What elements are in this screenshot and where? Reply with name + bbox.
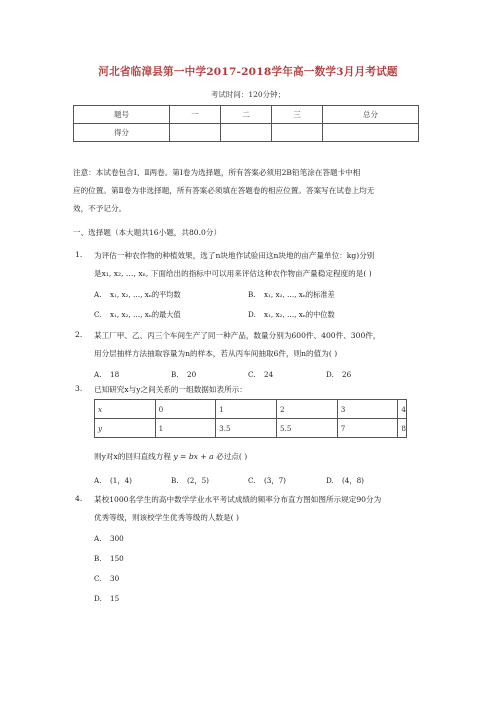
question-text: 某校1000名学生的高中数学学业水平考试成绩的频率分布直方图如图所示规定90分为 (94, 495, 382, 504)
score-table-header-row (74, 106, 419, 124)
question-text: 某工厂甲、乙、丙三个车间生产了同一种产品，数量分别为600件、400件、300件， (94, 331, 381, 340)
question-number: 4. (75, 494, 83, 503)
table-cell: 1 (155, 419, 216, 438)
question-number: 2. (75, 330, 83, 339)
option-c: C. 30 (94, 574, 120, 583)
section-heading: 一、选择题（本大题共16小题，共80.0分） (73, 228, 222, 237)
option-a: A. (1，4) (94, 476, 132, 485)
score-cell (221, 124, 272, 142)
page-title: 河北省临漳县第一中学2017-2018学年高一数学3月月考试题 (98, 66, 398, 78)
score-header-cell: 题号 (74, 106, 170, 124)
data-table (94, 399, 407, 438)
option-b: B. (2，5) (171, 476, 209, 485)
score-label-cell: 得分 (74, 124, 170, 142)
table-row (95, 419, 407, 438)
question-text: 用分层抽样方法抽取容量为n的样本，若从丙车间抽取6件，则n的值为( ) (94, 349, 338, 358)
table-cell: 2 (276, 400, 337, 419)
question-text: 为评估一种农作物的种植效果，选了n块地作试验田这n块地的亩产量单位：kg)分别 (94, 251, 375, 260)
question-number: 3. (75, 384, 83, 393)
option-d: D. x₁, x₂, …, xₙ的中位数 (248, 310, 335, 319)
notice-line: 应的位置。第Ⅱ卷为非选择题，所有答案必须填在答题卷的相应位置。答案写在试卷上均无 (73, 186, 375, 195)
table-cell: 3 (337, 400, 398, 419)
table-cell: 4 (398, 400, 407, 419)
notice-line: 效，不予记分。 (73, 204, 127, 213)
option-d: D. 26 (326, 370, 352, 379)
table-cell: 0 (155, 400, 216, 419)
score-cell (323, 124, 419, 142)
table-cell: x (95, 400, 156, 419)
option-c: C. x₁, x₂, …, xₙ的最大值 (94, 310, 181, 319)
question-text: 是x₁, x₂, …, xₙ, 下面给出的指标中可以用来评估这种农作物亩产量稳定程度的是( ) (94, 269, 372, 278)
option-a: A. x₁, x₂, …, xₙ的平均数 (94, 290, 181, 299)
question-text: 已知研究x与y之间关系的一组数据如表所示： (94, 385, 247, 394)
score-header-cell: 二 (221, 106, 272, 124)
score-header-cell: 总分 (323, 106, 419, 124)
table-cell: y (95, 419, 156, 438)
table-cell: 5.5 (276, 419, 337, 438)
option-c: C. 24 (248, 370, 274, 379)
score-cell (170, 124, 221, 142)
question-text: 则y对x的回归直线方程 y = bx + a 必过点( ) (94, 452, 248, 461)
option-b: B. 150 (94, 554, 124, 563)
option-d: D. (4，8) (326, 476, 364, 485)
option-d: D. 15 (94, 594, 120, 603)
score-table (73, 105, 419, 142)
option-b: B. 20 (171, 370, 197, 379)
table-cell: 1 (216, 400, 277, 419)
option-c: C. (3，7) (248, 476, 286, 485)
exam-time: 考试时间：120分钟； (210, 90, 286, 99)
notice-line: 注意：本试卷包含Ⅰ、Ⅱ两卷。第Ⅰ卷为选择题，所有答案必须用2B铅笔涂在答题卡中相 (73, 168, 361, 177)
table-cell: 8 (398, 419, 407, 438)
option-a: A. 300 (94, 534, 124, 543)
table-row (95, 400, 407, 419)
score-cell (272, 124, 323, 142)
option-a: A. 18 (94, 370, 120, 379)
question-text: 优秀等级，则该校学生优秀等级的人数是( ) (94, 513, 240, 522)
score-table-row (74, 124, 419, 142)
score-header-cell: 三 (272, 106, 323, 124)
table-cell: 7 (337, 419, 398, 438)
question-number: 1. (75, 250, 83, 259)
option-b: B. x₁, x₂, …, xₙ的标准差 (248, 290, 335, 299)
regression-equation: y = bx + a (173, 452, 214, 461)
score-header-cell: 一 (170, 106, 221, 124)
table-cell: 3.5 (216, 419, 277, 438)
